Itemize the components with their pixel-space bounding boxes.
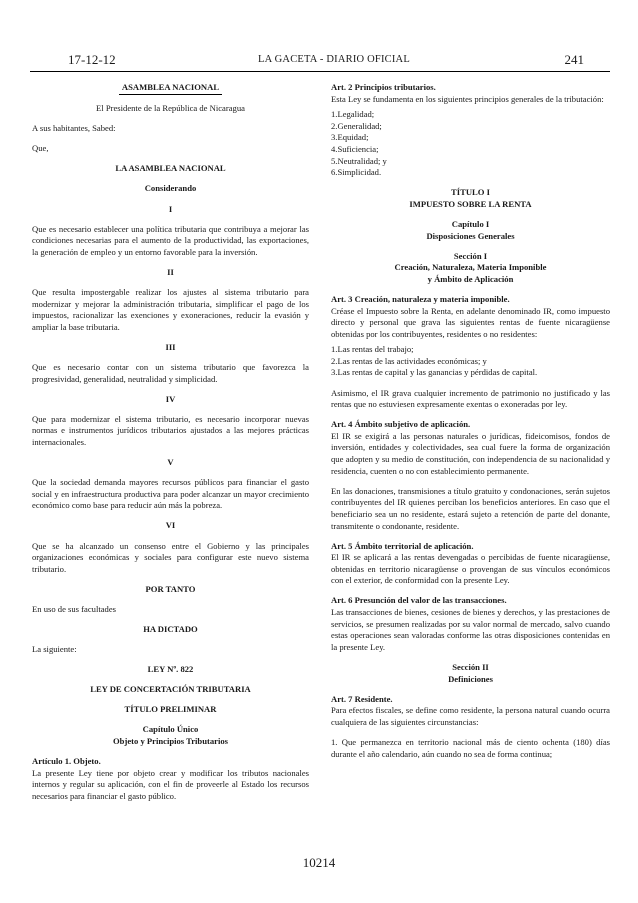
left-column: [32, 82, 309, 803]
section-heading: Definiciones: [448, 673, 493, 684]
spacer: [32, 748, 309, 757]
spacer: [32, 676, 309, 685]
spacer: [331, 379, 610, 388]
paragraph: A sus habitantes, Sabed:: [32, 123, 116, 134]
heading-text: III: [165, 341, 176, 352]
spacer: [32, 175, 309, 184]
article-body: El IR se aplicará a las rentas devengadas o percibidas de fuente nicaragüense, obtenidas en territorio nicaragüense o provengan de sus vínculos económicos con el exterior, de conformidad con la presente Ley.: [331, 552, 610, 586]
section-heading: TÍTULO I: [451, 187, 490, 198]
spacer: [32, 656, 309, 665]
section-heading: IMPUESTO SOBRE LA RENTA: [409, 198, 532, 209]
heading-text: HA DICTADO: [143, 624, 198, 634]
right-column: [331, 82, 610, 760]
list-item: 2.Las rentas de las actividades económicas; y: [331, 355, 487, 366]
spacer: [32, 532, 309, 541]
header-rule: [30, 71, 610, 72]
article-title: Art. 2 Principios tributarios.: [331, 82, 436, 92]
spacer: [331, 210, 610, 219]
article-title: Art. 6 Presunción del valor de las transacciones.: [331, 595, 507, 606]
article-title: Art. 5 Ámbito territorial de aplicación.: [331, 540, 474, 551]
article-body: Esta Ley se fundamenta en los siguientes principios generales de la tributación:: [331, 93, 604, 104]
spacer: [32, 469, 309, 478]
list-item: 3.Las rentas de capital y las ganancias y pérdidas de capital.: [331, 367, 538, 378]
article-title: Artículo 1. Objeto.: [32, 756, 101, 767]
section-heading: Sección I: [453, 250, 488, 261]
paragraph: 1. Que permanezca en territorio nacional más de ciento ochenta (180) días durante el año calendario, aún cuando no sea de forma continua;: [331, 736, 610, 759]
list-item: 1.Legalidad;: [331, 109, 375, 120]
spacer: [331, 532, 610, 541]
spacer: [32, 575, 309, 584]
section-heading: [32, 457, 309, 469]
paragraph: Que se ha alcanzado un consenso entre el Gobierno y las principales organizaciones económicas y sociales para configurar este nuevo sistema tributario.: [32, 540, 309, 574]
paragraph: Que es necesario establecer una política tributaria que contribuya a mejorar las condiciones necesarias para el aumento de la productividad, las exportaciones, la generación de empleo y un entorno favorable para la inversión.: [32, 223, 309, 257]
section-heading: Capítulo I: [451, 218, 490, 229]
article-body: Para efectos fiscales, se define como residente, la persona natural cuando ocurra cualquiera de las siguientes circunstancias:: [331, 705, 610, 727]
paragraph: Que resulta impostergable realizar los ajustes al sistema tributario para modernizar y mejorar la administración tributaria, simplificar el pago de los impuestos, racionalizar las exenciones y exoneraciones, reducir la evasión y ampliar la base tributaria.: [32, 287, 309, 332]
section-heading: [32, 183, 309, 195]
article-title: Art. 4 Ámbito subjetivo de aplicación.: [331, 419, 471, 430]
list-item: 3.Equidad;: [331, 132, 369, 143]
spacer: [32, 333, 309, 342]
section-heading: [32, 267, 309, 279]
spacer: [331, 653, 610, 662]
paragraph: En las donaciones, transmisiones a título gratuito y condonaciones, serán sujetos contribuyentes del IR quienes perciban los beneficios anteriores. En caso que el beneficiario sea un no residente, estará sujeto a retención de parte del donante, transmitente o condonante, residente.: [331, 485, 610, 531]
spacer: [32, 115, 309, 124]
issue-date: 17-12-12: [68, 52, 116, 67]
article-body: Las transacciones de bienes, cesiones de bienes y derechos, y las prestaciones de servicios, se presumen realizadas por su valor normal de mercado, salvo cuando estas operaciones sean valoradas conforme las otras disposiciones contenidas en la presente Ley.: [331, 607, 610, 652]
list-item: 6.Simplicidad.: [331, 167, 382, 178]
page-header: [30, 50, 610, 72]
page-number: 241: [564, 52, 584, 67]
section-heading: Capítulo Único: [142, 724, 199, 735]
article-body: Créase el Impuesto sobre la Renta, en adelante denominado IR, como impuesto directo y personal que grava las siguientes rentas de fuente nicaragüense obtenidas por los contribuyentes, residentes o no residentes:: [331, 305, 610, 339]
spacer: [32, 95, 309, 104]
spacer: [32, 512, 309, 521]
spacer: [32, 155, 309, 164]
article-body: El IR se exigirá a las personas naturales o jurídicas, fideicomisos, fondos de inversión, entidades y colectividades, sea cual fuere la forma de organización que adopten y su medio de constitución, con independencia de su nacionalidad y residencia, cuenten o no con establecimiento permanente.: [331, 430, 610, 476]
spacer: [32, 354, 309, 363]
publication-title: LA GACETA - DIARIO OFICIAL: [258, 54, 410, 65]
heading-text: LEY Nº. 822: [147, 664, 194, 675]
spacer: [32, 405, 309, 414]
article-title: Art. 3 Creación, naturaleza y materia imponible.: [331, 293, 510, 304]
spacer: [32, 449, 309, 458]
heading-text: ASAMBLEA NACIONAL: [119, 82, 222, 95]
heading-text: POR TANTO: [145, 583, 196, 594]
heading-text: LA ASAMBLEA NACIONAL: [115, 163, 226, 174]
article-body: La presente Ley tiene por objeto crear y modificar los tributos nacionales internos y regular su aplicación, con el fin de proveerle al Estado los recursos necesarios para financiar el gasto público.: [32, 767, 309, 801]
heading-text: V: [167, 457, 174, 468]
heading-text: Considerando: [144, 183, 197, 194]
section-heading: [32, 664, 309, 676]
section-heading: [32, 584, 309, 596]
heading-text: I: [168, 203, 173, 214]
spacer: [331, 285, 610, 294]
spacer: [32, 279, 309, 288]
heading-text: TÍTULO PRELIMINAR: [124, 704, 217, 715]
section-heading: [32, 82, 309, 95]
list-item: 4.Suficiencia;: [331, 143, 379, 154]
spacer: [331, 728, 610, 737]
list-item: 2.Generalidad;: [331, 120, 382, 131]
list-item: 1.Las rentas del trabajo;: [331, 344, 414, 355]
spacer: [331, 477, 610, 486]
section-heading: [32, 163, 309, 175]
paragraph: Asimismo, el IR grava cualquier incremento de patrimonio no justificado y las rentas que no estuviesen expresamente exentas o exoneradas por ley.: [331, 387, 610, 410]
spacer: [32, 595, 309, 604]
section-heading: [32, 704, 309, 716]
article-title: Art. 7 Residente.: [331, 693, 393, 704]
paragraph: En uso de sus facultades: [32, 603, 117, 614]
section-heading: [32, 342, 309, 354]
spacer: [331, 411, 610, 420]
heading-text: LEY DE CONCERTACIÓN TRIBUTARIA: [90, 684, 251, 695]
list-item: 5.Neutralidad; y: [331, 155, 387, 166]
spacer: [32, 616, 309, 625]
section-heading: [32, 394, 309, 406]
centered-line: El Presidente de la República de Nicaragua: [96, 103, 245, 114]
section-heading: Sección II: [452, 661, 489, 672]
paragraph: La siguiente:: [32, 644, 77, 655]
paragraph: Que es necesario contar con un sistema tributario que favorezca la progresividad, generalidad, neutralidad y simplicidad.: [32, 362, 309, 384]
spacer: [331, 587, 610, 596]
spacer: [331, 685, 610, 694]
spacer: [32, 215, 309, 224]
spacer: [32, 195, 309, 204]
page-folio: 10214: [302, 855, 336, 870]
section-heading: [32, 204, 309, 216]
spacer: [32, 636, 309, 645]
spacer: [331, 179, 610, 188]
spacer: [32, 385, 309, 394]
heading-text: VI: [165, 520, 176, 531]
paragraph: Que para modernizar el sistema tributario, es necesario incorporar nuevas normas e instrumentos jurídicos tributarios ajustados a las mejores prácticas internacionales.: [32, 413, 309, 447]
section-heading: Disposiciones Generales: [426, 230, 515, 241]
spacer: [32, 696, 309, 705]
section-heading: [32, 684, 309, 696]
paragraph: Que la sociedad demanda mayores recursos públicos para financiar el gasto social y en infraestructura productiva para poder alcanzar un mayor crecimiento económico como base para reducir aún más la pobreza.: [32, 477, 309, 511]
section-heading: Objeto y Principios Tributarios: [113, 736, 228, 747]
spacer: [32, 258, 309, 267]
section-heading: [32, 520, 309, 532]
spacer: [32, 716, 309, 725]
section-heading: y Ámbito de Aplicación: [427, 273, 514, 284]
section-heading: Creación, Naturaleza, Materia Imponible: [394, 262, 547, 273]
spacer: [32, 135, 309, 144]
paragraph: Que,: [32, 143, 49, 154]
heading-text: II: [167, 266, 174, 277]
section-heading: [32, 624, 309, 636]
spacer: [331, 242, 610, 251]
heading-text: IV: [165, 393, 176, 404]
